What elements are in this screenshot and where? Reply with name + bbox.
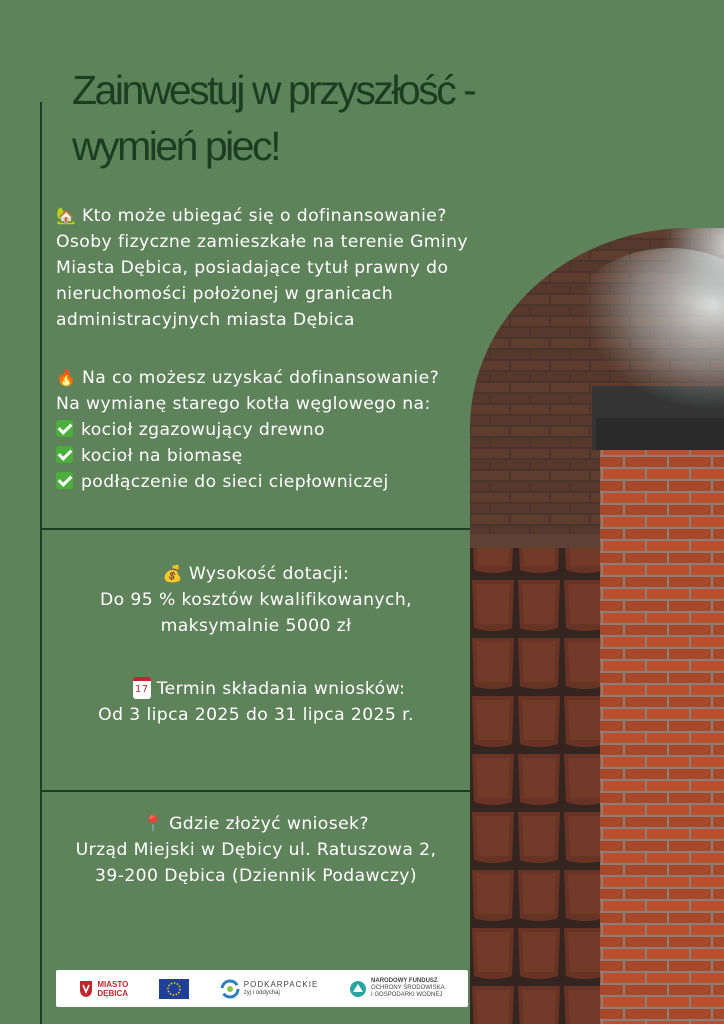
debica-logo: MIASTO DĘBICA	[79, 980, 128, 998]
section-divider	[42, 528, 470, 530]
who-section	[56, 203, 468, 333]
title-line-2: wymień piec!	[72, 123, 279, 169]
amount-line: maksymalnie 5000 zł	[160, 616, 352, 636]
podkarpackie-icon	[220, 979, 240, 999]
who-question: Kto może ubiegać się o dofinansowanie?	[82, 206, 447, 226]
house-icon: 🏡	[56, 206, 77, 225]
nfosigw-icon	[349, 980, 367, 998]
where-line: Urząd Miejski w Dębicy ul. Ratuszowa 2,	[75, 840, 437, 860]
page-title	[72, 62, 592, 174]
calendar-icon: 17	[133, 677, 151, 699]
checkmark-icon	[56, 446, 73, 463]
eu-flag-icon	[159, 979, 189, 999]
debica-crest-icon	[79, 980, 93, 998]
list-item: kocioł na biomasę	[56, 443, 439, 469]
pin-icon: 📍	[143, 814, 164, 833]
what-intro: Na wymianę starego kotła węglowego na:	[56, 394, 431, 414]
list-item: podłączenie do sieci ciepłowniczej	[56, 469, 439, 495]
deadline-section	[42, 676, 470, 728]
eu-flag-logo	[159, 979, 189, 999]
section-divider	[42, 790, 470, 792]
deadline-heading: Termin składania wniosków:	[156, 679, 406, 699]
deadline-line: Od 3 lipca 2025 do 31 lipca 2025 r.	[98, 705, 414, 725]
checkmark-icon	[56, 420, 73, 437]
what-section	[56, 365, 439, 495]
amount-line: Do 95 % kosztów kwalifikowanych,	[100, 590, 412, 610]
nfosigw-logo: NARODOWY FUNDUSZ OCHRONY ŚRODOWISKA I GOSPODARKI WODNEJ	[349, 978, 445, 999]
fire-icon: 🔥	[56, 368, 77, 387]
who-line: administracyjnych miasta Dębica	[56, 310, 355, 330]
checkmark-icon	[56, 472, 73, 489]
amount-section	[42, 561, 470, 639]
money-bag-icon: 💰	[162, 564, 184, 583]
title-line-1: Zainwestuj w przyszłość -	[72, 67, 475, 113]
chimney-photo	[470, 228, 724, 1024]
who-line: Miasta Dębica, posiadające tytuł prawny do	[56, 258, 449, 278]
amount-heading: Wysokość dotacji:	[188, 564, 350, 584]
who-line: Osoby fizyczne zamieszkałe na terenie Gminy	[56, 232, 468, 252]
where-line: 39-200 Dębica (Dziennik Podawczy)	[95, 866, 417, 886]
who-line: nieruchomości położonej w granicach	[56, 284, 394, 304]
list-item: kocioł zgazowujący drewno	[56, 417, 439, 443]
where-heading: Gdzie złożyć wniosek?	[169, 814, 369, 834]
what-question: Na co możesz uzyskać dofinansowanie?	[82, 368, 440, 388]
where-section	[42, 811, 470, 889]
podkarpackie-logo: PODKARPACKIE żyj i oddychaj	[220, 979, 319, 999]
sponsor-logos-bar	[56, 970, 468, 1007]
